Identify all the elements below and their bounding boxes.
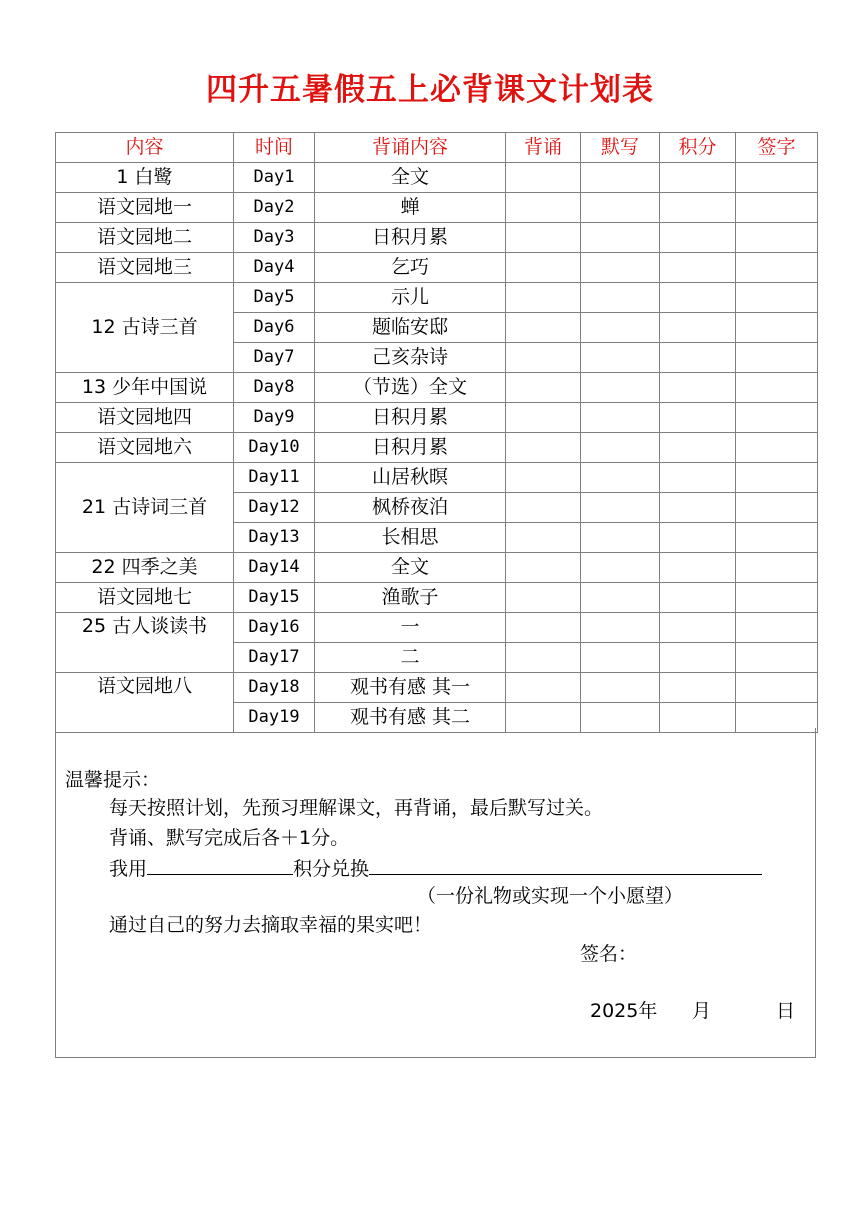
day-cell: Day10 xyxy=(234,433,315,463)
day-cell: Day11 xyxy=(234,463,315,493)
header-recite-content: 背诵内容 xyxy=(315,133,506,163)
points-cell[interactable] xyxy=(660,373,736,403)
header-signature: 签字 xyxy=(736,133,818,163)
signature-cell[interactable] xyxy=(736,643,818,673)
dictation-check-cell[interactable] xyxy=(581,283,660,313)
recite-content-cell: 长相思 xyxy=(315,523,506,553)
table-row xyxy=(56,253,818,283)
lesson-cell: 25 古人谈读书 xyxy=(56,613,234,673)
plan-table xyxy=(55,132,818,733)
points-cell[interactable] xyxy=(660,163,736,193)
tip-line-exchange xyxy=(109,854,762,881)
signature-label: 签名： xyxy=(580,943,638,965)
recite-content-cell: 二 xyxy=(315,643,506,673)
dictation-check-cell[interactable] xyxy=(581,163,660,193)
recite-content-cell: 日积月累 xyxy=(315,403,506,433)
recite-content-cell: 枫桥夜泊 xyxy=(315,493,506,523)
points-cell[interactable] xyxy=(660,433,736,463)
recite-check-cell[interactable] xyxy=(506,193,581,223)
dictation-check-cell[interactable] xyxy=(581,433,660,463)
signature-cell[interactable] xyxy=(736,253,818,283)
signature-cell[interactable] xyxy=(736,373,818,403)
table-row xyxy=(56,553,818,583)
recite-check-cell[interactable] xyxy=(506,283,581,313)
lesson-cell: 语文园地四 xyxy=(56,403,234,433)
signature-cell[interactable] xyxy=(736,463,818,493)
header-time: 时间 xyxy=(234,133,315,163)
lesson-cell: 语文园地二 xyxy=(56,223,234,253)
recite-content-cell: 乞巧 xyxy=(315,253,506,283)
day-cell: Day3 xyxy=(234,223,315,253)
dictation-check-cell[interactable] xyxy=(581,613,660,643)
recite-check-cell[interactable] xyxy=(506,523,581,553)
signature-cell[interactable] xyxy=(736,553,818,583)
day-cell: Day18 xyxy=(234,673,315,703)
tips-heading: 温馨提示： xyxy=(65,769,161,791)
table-row xyxy=(56,163,818,193)
table-row xyxy=(56,193,818,223)
recite-check-cell[interactable] xyxy=(506,613,581,643)
table-row xyxy=(56,433,818,463)
points-cell[interactable] xyxy=(660,673,736,703)
points-cell[interactable] xyxy=(660,553,736,583)
points-cell[interactable] xyxy=(660,403,736,433)
day-cell: Day6 xyxy=(234,313,315,343)
exchange-label: 积分兑换 xyxy=(293,858,370,880)
recite-content-cell: 观书有感 其一 xyxy=(315,673,506,703)
dictation-check-cell[interactable] xyxy=(581,493,660,523)
dictation-check-cell[interactable] xyxy=(581,253,660,283)
dictation-check-cell[interactable] xyxy=(581,583,660,613)
day-cell: Day14 xyxy=(234,553,315,583)
recite-check-cell[interactable] xyxy=(506,643,581,673)
dictation-check-cell[interactable] xyxy=(581,313,660,343)
dictation-check-cell[interactable] xyxy=(581,463,660,493)
date-year: 2025年 xyxy=(590,1000,658,1022)
recite-check-cell[interactable] xyxy=(506,403,581,433)
signature-cell[interactable] xyxy=(736,673,818,703)
day-cell: Day9 xyxy=(234,403,315,433)
table-row xyxy=(56,403,818,433)
day-cell: Day15 xyxy=(234,583,315,613)
lesson-cell: 13 少年中国说 xyxy=(56,373,234,403)
recite-check-cell[interactable] xyxy=(506,343,581,373)
dictation-check-cell[interactable] xyxy=(581,343,660,373)
recite-content-cell: 题临安邸 xyxy=(315,313,506,343)
lesson-cell: 语文园地七 xyxy=(56,583,234,613)
recite-content-cell: 山居秋暝 xyxy=(315,463,506,493)
date-day: 日 xyxy=(776,1000,796,1022)
day-cell: Day4 xyxy=(234,253,315,283)
reward-blank[interactable] xyxy=(369,856,762,875)
day-cell: Day7 xyxy=(234,343,315,373)
header-dictation: 默写 xyxy=(581,133,660,163)
tip-line-reward-hint: （一份礼物或实现一个小愿望） xyxy=(417,885,684,907)
table-row xyxy=(56,613,818,643)
signature-cell[interactable] xyxy=(736,283,818,313)
day-cell: Day2 xyxy=(234,193,315,223)
day-cell: Day16 xyxy=(234,613,315,643)
dictation-check-cell[interactable] xyxy=(581,553,660,583)
table-row xyxy=(56,583,818,613)
dictation-check-cell[interactable] xyxy=(581,193,660,223)
dictation-check-cell[interactable] xyxy=(581,223,660,253)
table-header-row xyxy=(56,133,818,163)
points-cell[interactable] xyxy=(660,193,736,223)
signature-cell[interactable] xyxy=(736,583,818,613)
dictation-check-cell[interactable] xyxy=(581,643,660,673)
points-cell[interactable] xyxy=(660,253,736,283)
recite-content-cell: 日积月累 xyxy=(315,223,506,253)
lesson-cell: 语文园地一 xyxy=(56,193,234,223)
lesson-cell: 语文园地八 xyxy=(56,673,234,733)
recite-content-cell: 全文 xyxy=(315,163,506,193)
recite-content-cell: （节选）全文 xyxy=(315,373,506,403)
recite-check-cell[interactable] xyxy=(506,673,581,703)
lesson-cell: 语文园地三 xyxy=(56,253,234,283)
day-cell: Day1 xyxy=(234,163,315,193)
plan-table-body xyxy=(56,163,818,733)
lesson-cell: 语文园地六 xyxy=(56,433,234,463)
date-month: 月 xyxy=(692,1000,712,1022)
signature-cell[interactable] xyxy=(736,433,818,463)
dictation-check-cell[interactable] xyxy=(581,373,660,403)
exchange-prefix: 我用 xyxy=(109,858,148,880)
points-cell[interactable] xyxy=(660,583,736,613)
day-cell: Day5 xyxy=(234,283,315,313)
signature-cell[interactable] xyxy=(736,193,818,223)
recite-content-cell: 己亥杂诗 xyxy=(315,343,506,373)
tip-line-points: 背诵、默写完成后各＋1分。 xyxy=(109,827,350,849)
recite-check-cell[interactable] xyxy=(506,313,581,343)
signature-cell[interactable] xyxy=(736,313,818,343)
recite-content-cell: 一 xyxy=(315,613,506,643)
day-cell: Day12 xyxy=(234,493,315,523)
table-row xyxy=(56,463,818,493)
signature-cell[interactable] xyxy=(736,613,818,643)
signature-cell[interactable] xyxy=(736,343,818,373)
points-cell[interactable] xyxy=(660,343,736,373)
points-cell[interactable] xyxy=(660,283,736,313)
signature-cell[interactable] xyxy=(736,403,818,433)
recite-content-cell: 日积月累 xyxy=(315,433,506,463)
points-cell[interactable] xyxy=(660,313,736,343)
header-recite: 背诵 xyxy=(506,133,581,163)
recite-check-cell[interactable] xyxy=(506,223,581,253)
points-cell[interactable] xyxy=(660,463,736,493)
points-cell[interactable] xyxy=(660,523,736,553)
dictation-check-cell[interactable] xyxy=(581,403,660,433)
dictation-check-cell[interactable] xyxy=(581,673,660,703)
recite-content-cell: 渔歌子 xyxy=(315,583,506,613)
recite-check-cell[interactable] xyxy=(506,163,581,193)
points-cell[interactable] xyxy=(660,493,736,523)
table-row xyxy=(56,283,818,313)
recite-content-cell: 观书有感 其二 xyxy=(315,703,506,733)
day-cell: Day8 xyxy=(234,373,315,403)
recite-check-cell[interactable] xyxy=(506,373,581,403)
points-blank[interactable] xyxy=(147,856,293,875)
points-cell[interactable] xyxy=(660,643,736,673)
table-row xyxy=(56,223,818,253)
recite-content-cell: 示儿 xyxy=(315,283,506,313)
points-cell[interactable] xyxy=(660,613,736,643)
tip-line-encourage: 通过自己的努力去摘取幸福的果实吧！ xyxy=(109,914,433,936)
table-row xyxy=(56,673,818,703)
points-cell[interactable] xyxy=(660,223,736,253)
page-title: 四升五暑假五上必背课文计划表 xyxy=(206,72,654,108)
day-cell: Day13 xyxy=(234,523,315,553)
recite-check-cell[interactable] xyxy=(506,493,581,523)
recite-check-cell[interactable] xyxy=(506,553,581,583)
recite-check-cell[interactable] xyxy=(506,583,581,613)
lesson-cell: 1 白鹭 xyxy=(56,163,234,193)
dictation-check-cell[interactable] xyxy=(581,523,660,553)
lesson-cell: 22 四季之美 xyxy=(56,553,234,583)
lesson-cell: 12 古诗三首 xyxy=(56,283,234,373)
lesson-cell: 21 古诗词三首 xyxy=(56,463,234,553)
signature-cell[interactable] xyxy=(736,223,818,253)
signature-cell[interactable] xyxy=(736,523,818,553)
tips-section xyxy=(55,728,816,1058)
recite-check-cell[interactable] xyxy=(506,253,581,283)
recite-check-cell[interactable] xyxy=(506,463,581,493)
recite-content-cell: 全文 xyxy=(315,553,506,583)
signature-cell[interactable] xyxy=(736,163,818,193)
signature-cell[interactable] xyxy=(736,493,818,523)
table-row xyxy=(56,373,818,403)
day-cell: Day17 xyxy=(234,643,315,673)
recite-check-cell[interactable] xyxy=(506,433,581,463)
day-cell: Day19 xyxy=(234,703,315,733)
tip-line-plan: 每天按照计划，先预习理解课文，再背诵，最后默写过关。 xyxy=(109,797,604,819)
recite-content-cell: 蝉 xyxy=(315,193,506,223)
header-points: 积分 xyxy=(660,133,736,163)
header-content: 内容 xyxy=(56,133,234,163)
